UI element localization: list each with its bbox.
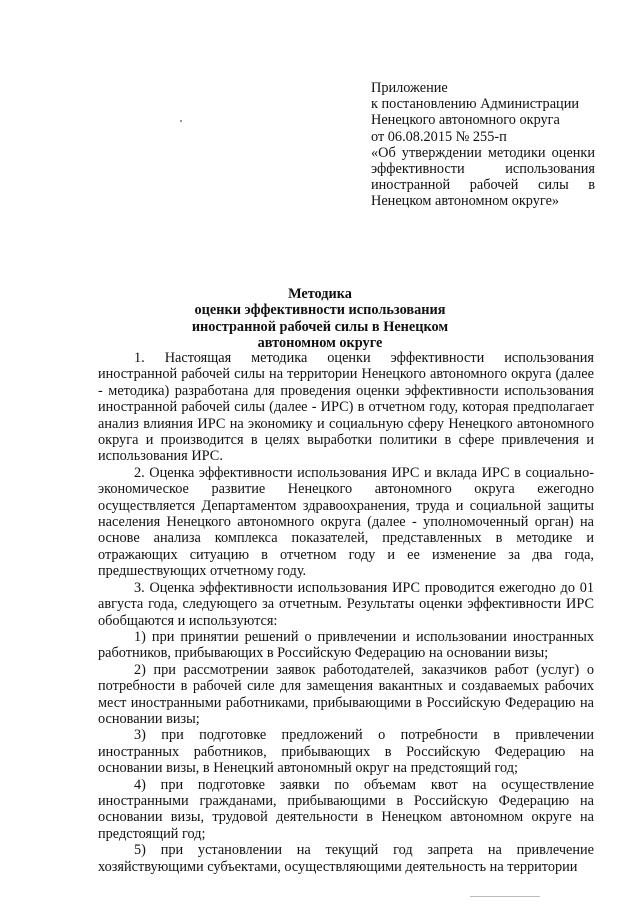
title-line: оценки эффективности использования xyxy=(194,302,446,319)
list-item-1: 1) при принятии решений о привлечении и использовании иностранных работников, прибывающих в Российскую Федерацию на основании визы; xyxy=(98,628,594,662)
list-item-3: 3) при подготовке предложений о потребности в привлечении иностранных работников, прибывающих в Российскую Федерацию на основании визы, в Ненецкий автономный округ на предстоящий год; xyxy=(98,727,594,777)
scan-artifact xyxy=(470,896,540,897)
appendix-line: эффективности использования xyxy=(371,161,595,178)
paragraph-2: 2. Оценка эффективности использования ИРС и вклада ИРС в социально-экономическое развитие Ненецкого автономного округа ежегодно осуществляется Департаментом здравоохранения, труда и социальной защиты населения Ненецкого автономного округа (далее - уполномоченный орган) на основе анализа комплекса показателей, представленных в методике и отражающих ситуацию в отчетном году и ее изменение за два года, предшествующих отчетному году. xyxy=(98,464,594,580)
appendix-line: иностранной рабочей силы в xyxy=(371,177,595,194)
list-item-4: 4) при подготовке заявки по объемам квот на осуществление иностранными гражданами, прибывающими в Российскую Федерацию на основании визы, трудовой деятельности в Ненецком автономном округе на предстоящий год; xyxy=(98,776,594,842)
appendix-line: «Об утверждении методики оценки xyxy=(371,144,595,161)
document-title xyxy=(0,286,640,352)
title-line: иностранной рабочей силы в Ненецком xyxy=(191,318,449,335)
appendix-line: Ненецком автономном округе» xyxy=(371,193,560,210)
document-body xyxy=(98,350,594,875)
appendix-header xyxy=(371,80,595,210)
paragraph-3: 3. Оценка эффективности использования ИРС проводится ежегодно до 01 августа года, следующего за отчетным. Результаты оценки эффективности ИРС обобщаются и используются: xyxy=(98,579,594,629)
paragraph-1: 1. Настоящая методика оценки эффективности использования иностранной рабочей силы на территории Ненецкого автономного округа (далее - методика) разработана для проведения оценки эффективности использования иностранной рабочей силы (далее - ИРС) в отчетном году, которая предполагает анализ влияния ИРС на экономику и социальную сферу Ненецкого автономного округа и производится в целях выработки политики в сфере привлечения и использования ИРС. xyxy=(98,350,594,465)
appendix-line: к постановлению Администрации xyxy=(371,96,580,113)
title-line: Методика xyxy=(288,286,352,302)
appendix-line: от 06.08.2015 № 255-п xyxy=(371,128,507,145)
appendix-line: Ненецкого автономного округа xyxy=(371,112,560,129)
list-item-5: 5) при установлении на текущий год запрета на привлечение хозяйствующими субъектами, осуществляющими деятельность на территории xyxy=(98,842,594,875)
appendix-line: Приложение xyxy=(371,80,448,96)
list-item-2: 2) при рассмотрении заявок работодателей, заказчиков работ (услуг) о потребности в рабочей силе для замещения вакантных и создаваемых рабочих мест иностранными работниками, прибывающими в Российскую Федерацию на основании визы; xyxy=(98,661,594,727)
scan-speck xyxy=(180,120,182,122)
title-line: автономном округе xyxy=(257,335,383,352)
